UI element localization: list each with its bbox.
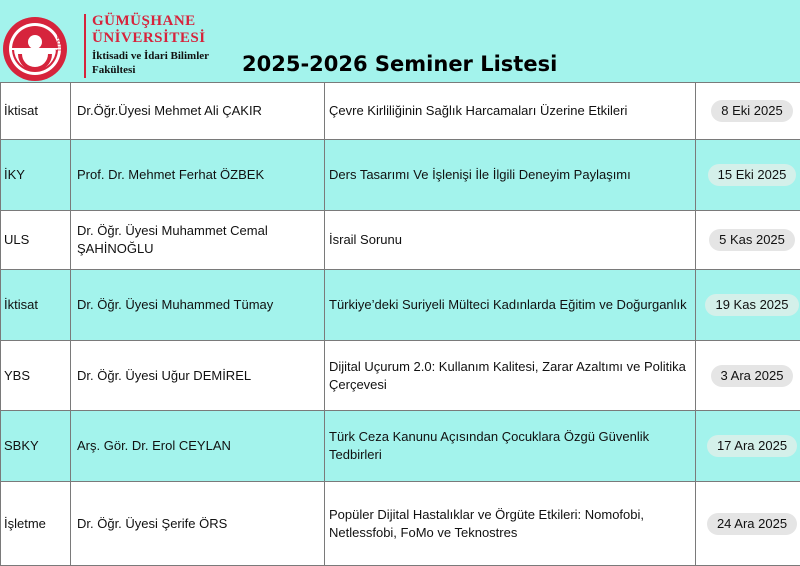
- table-row: [1, 83, 800, 140]
- date-badge: 15 Eki 2025: [708, 164, 797, 186]
- speaker-cell: Dr. Öğr. Üyesi Şerife ÖRS: [71, 482, 325, 566]
- speaker-cell: Dr.Öğr.Üyesi Mehmet Ali ÇAKIR: [71, 83, 325, 140]
- table-row: [1, 140, 800, 211]
- speaker-cell: Dr. Öğr. Üyesi Muhammed Tümay: [71, 270, 325, 341]
- topic-cell: Türkiye’deki Suriyeli Mülteci Kadınlarda Eğitim ve Doğurganlık: [325, 270, 696, 341]
- topic-cell: Dijital Uçurum 2.0: Kullanım Kalitesi, Zarar Azaltımı ve Politika Çerçevesi: [325, 341, 696, 411]
- university-name: [92, 13, 206, 47]
- university-name-line2: ÜNİVERSİTESİ: [92, 30, 206, 46]
- topic-cell: Popüler Dijital Hastalıklar ve Örgüte Etkileri: Nomofobi, Netlessfobi, FoMo ve Teknostres: [325, 482, 696, 566]
- department-cell: İKY: [1, 140, 71, 211]
- department-cell: İşletme: [1, 482, 71, 566]
- speaker-cell: Prof. Dr. Mehmet Ferhat ÖZBEK: [71, 140, 325, 211]
- date-cell: [696, 341, 800, 411]
- table-row: [1, 270, 800, 341]
- date-badge: 3 Ara 2025: [711, 365, 794, 387]
- table-row: [1, 211, 800, 270]
- date-badge: 8 Eki 2025: [711, 100, 792, 122]
- date-badge: 17 Ara 2025: [707, 435, 797, 457]
- date-badge: 5 Kas 2025: [709, 229, 795, 251]
- topic-cell: Ders Tasarımı Ve İşlenişi İle İlgili Deneyim Paylaşımı: [325, 140, 696, 211]
- date-badge: 24 Ara 2025: [707, 513, 797, 535]
- date-cell: [696, 482, 800, 566]
- department-cell: İktisat: [1, 83, 71, 140]
- date-cell: [696, 140, 800, 211]
- university-name-line1: GÜMÜŞHANE: [92, 13, 196, 29]
- date-cell: [696, 411, 800, 482]
- date-badge: 19 Kas 2025: [705, 294, 798, 316]
- speaker-cell: Dr. Öğr. Üyesi Muhammet Cemal ŞAHİNOĞLU: [71, 211, 325, 270]
- department-cell: İktisat: [1, 270, 71, 341]
- page-header: [0, 0, 800, 82]
- date-cell: [696, 83, 800, 140]
- faculty-abbreviation: İİBF: [74, 14, 86, 78]
- department-cell: YBS: [1, 341, 71, 411]
- table-row: [1, 482, 800, 566]
- faculty-name-line2: Fakültesi: [92, 64, 136, 76]
- table-row: [1, 411, 800, 482]
- topic-cell: Türk Ceza Kanunu Açısından Çocuklara Özgü Güvenlik Tedbirleri: [325, 411, 696, 482]
- speaker-cell: Dr. Öğr. Üyesi Uğur DEMİREL: [71, 341, 325, 411]
- page-title: 2025-2026 Seminer Listesi: [242, 52, 558, 76]
- date-cell: [696, 270, 800, 341]
- table-row: [1, 341, 800, 411]
- speaker-cell: Arş. Gör. Dr. Erol CEYLAN: [71, 411, 325, 482]
- seminar-table: [0, 82, 800, 566]
- topic-cell: Çevre Kirliliğinin Sağlık Harcamaları Üzerine Etkileri: [325, 83, 696, 140]
- department-cell: SBKY: [1, 411, 71, 482]
- topic-cell: İsrail Sorunu: [325, 211, 696, 270]
- department-cell: ULS: [1, 211, 71, 270]
- faculty-name-line1: İktisadi ve İdari Bilimler: [92, 50, 210, 62]
- faculty-name: [92, 49, 209, 77]
- date-cell: [696, 211, 800, 270]
